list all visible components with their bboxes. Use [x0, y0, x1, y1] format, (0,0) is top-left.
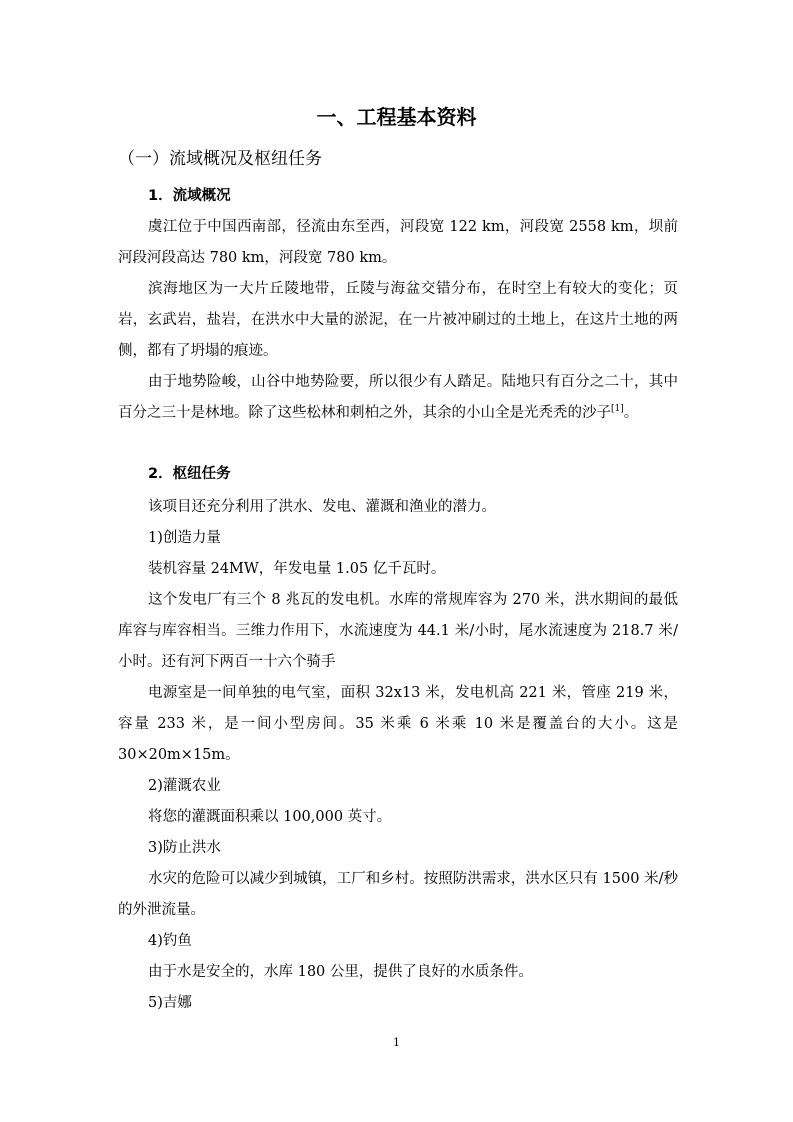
paragraph-land-text: 由于地势险峻，山谷中地势险要，所以很少有人踏足。陆地只有百分之二十，其中百分之三十是林地。除了这些松林和刺柏之外，其余的小山全是光秃秃的沙子: [118, 374, 678, 421]
section-heading: （一）流域概况及枢纽任务: [118, 149, 322, 169]
paragraph-fishing: 由于水是安全的，水库 180 公里，提供了良好的水质条件。: [148, 964, 533, 980]
subsection-heading-tasks: 2．枢纽任务: [148, 466, 231, 482]
subsection-heading-basin: 1．流域概况: [148, 188, 231, 204]
paragraph-irrigation: 将您的灌溉面积乘以 100,000 英寸。: [148, 809, 392, 825]
page-title: 一、工程基本资料: [316, 105, 477, 129]
paragraph-capacity: 装机容量 24MW，年发电量 1.05 亿千瓦时。: [148, 561, 446, 577]
list-item-fishing: 4)钓鱼: [148, 933, 192, 949]
paragraph-terrain: 滨海地区为一大片丘陵地带，丘陵与海盆交错分布，在时空上有较大的变化；页岩，玄武岩，盐岩，在洪水中大量的淤泥，在一片被冲刷过的土地上，在这片土地的两侧，都有了坍塌的痕迹。: [118, 281, 678, 359]
paragraph-land: [118, 367, 678, 429]
list-item-5: 5)吉娜: [148, 995, 192, 1011]
page-number: 1: [393, 1036, 400, 1049]
list-item-irrigation: 2)灌溉农业: [148, 778, 221, 794]
paragraph-power-plant: 这个发电厂有三个 8 兆瓦的发电机。水库的常规库容为 270 米，洪水期间的最低库容与库容相当。三维力作用下，水流速度为 44.1 米/小时，尾水流速度为 218.7 米/小时。还有河下两百一十六个骑手: [118, 592, 678, 670]
paragraph-flood-control: 水灾的危险可以减少到城镇，工厂和乡村。按照防洪需求，洪水区只有 1500 米/秒的外泄流量。: [118, 871, 678, 918]
paragraph-project-purpose: 该项目还充分利用了洪水、发电、灌溉和渔业的潜力。: [148, 499, 496, 515]
list-item-flood-control: 3)防止洪水: [148, 840, 221, 856]
list-item-power: 1)创造力量: [148, 530, 221, 546]
paragraph-land-end: 。: [623, 405, 639, 421]
footnote-reference: [1]: [611, 404, 624, 415]
paragraph-power-room: 电源室是一间单独的电气室，面积 32x13 米，发电机高 221 米，管座 219 米，容量 233 米，是一间小型房间。35 米乘 6 米乘 10 米是覆盖台的大小。这是 30×20m×15m。: [118, 685, 678, 763]
paragraph-basin-overview: 虞江位于中国西南部，径流由东至西，河段宽 122 km，河段宽 2558 km，坝前河段河段高达 780 km，河段宽 780 km。: [118, 219, 678, 266]
